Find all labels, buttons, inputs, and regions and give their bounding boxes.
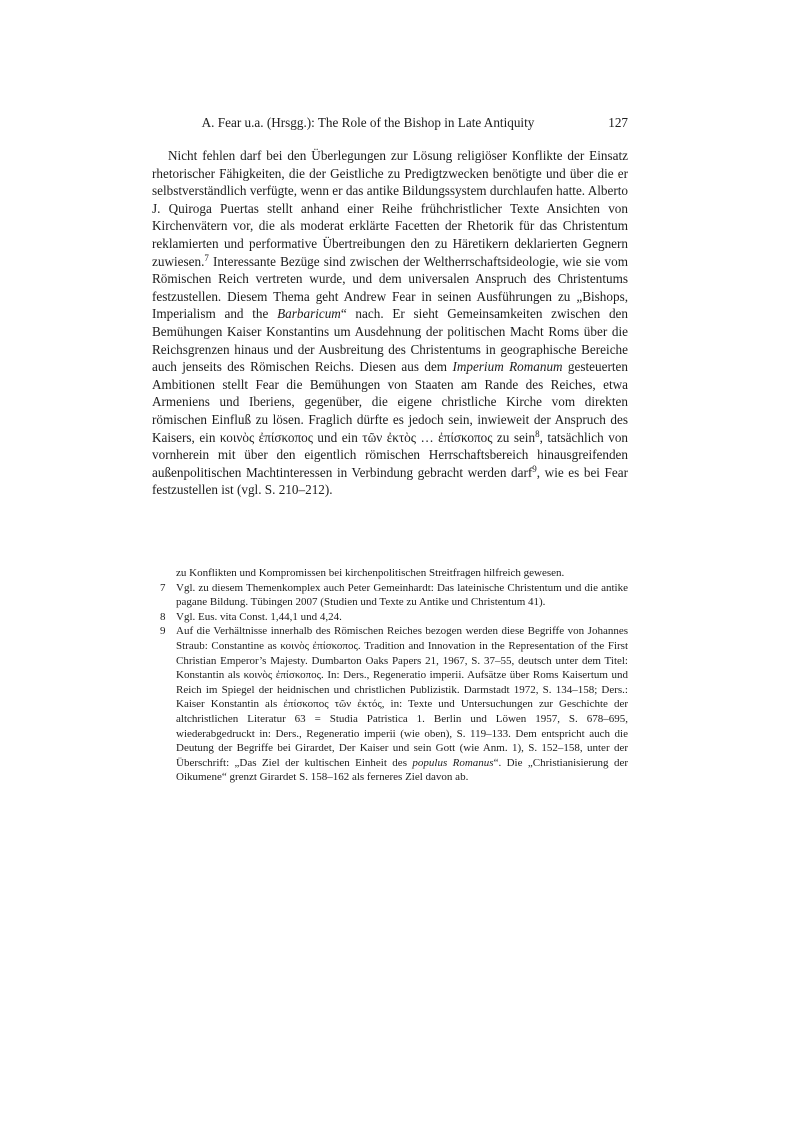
footnote-text (176, 566, 628, 581)
text-run: zu Konflikten und Kompromissen bei kirchenpolitischen Streitfragen hilfreich gewesen. (176, 567, 565, 579)
footnote-number: 9 (160, 625, 166, 638)
footnote-number (152, 566, 176, 581)
italic-text-run: Imperium Romanum (452, 359, 563, 375)
footnote-text (176, 581, 628, 610)
text-run: Vgl. zu diesem Themenkomplex auch Peter Gemeinhardt: Das lateinische Christentum und die antike pagane Bildung. Tübingen 2007 (Studien und Texte zu Antike und Christentum 41). (176, 581, 628, 609)
text-run: Auf die Verhältnisse innerhalb des Römischen Reiches bezogen werden diese Begriffe von Johannes Straub: Constantine as κοινὸς ἐπίσκοπος. Tradition and Innovation in the Representation of the First Christian Emperor’s Majesty. Dumbarton Oaks Papers 21, 1967, S. 37–55, deutsch unter dem Titel: Konstantin als κοινὸς ἐπίσκοπος. In: Ders., Regeneratio imperii. Aufsätze über Roms Kaisertum und Reich im Spiegel der heidnischen und christlichen Publizistik. Darmstadt 1972, S. 134–158; Ders.: Kaiser Konstantin als ἐπίσκοπος τῶν ἐκτός, in: Texte und Untersuchungen zur Geschichte der altchristlichen Literatur 63 = Studia Patristica 1. Berlin und Löwen 1957, S. 678–695, wiederabgedruckt in: Ders., Regeneratio imperii (wie oben), S. 119–133. Dem entspricht auch die Deutung der Begriffe bei Girardet, Der Kaiser und sein Gott (wie Anm. 1), S. 152–158, unter der Überschrift: „Das Ziel der kultischen Einheit des (176, 625, 628, 769)
running-head (152, 114, 628, 131)
text-run: gesteuerten Ambitionen stellt Fear die Bemühungen von Staaten am Rande des Reiches, etwa Armeniens und Iberiens, gegenüber, die eigene christliche Kirche vom direkten römischen Einfluß zu lösen. Fraglich dürfte es jedoch sein, inwieweit der Anspruch des Kaisers, ein κοινὸς ἐπίσκοπος und ein τῶν ἐκτὸς … ἐπίσκοπος zu sein (152, 359, 628, 445)
text-run: , tatsächlich von vornherein mit über den eigentlich römischen Herrschaftsbereich hinausgreifenden außenpolitischen Machtinteressen in Verbindung gebracht werden darf (152, 429, 629, 480)
footnote-number: 8 (160, 610, 166, 623)
body-paragraph (152, 147, 628, 499)
footnote-number: 7 (160, 581, 166, 594)
footnote-item (152, 566, 628, 581)
footnote-marker: 8 (535, 429, 540, 439)
page-number: 127 (608, 115, 628, 130)
footnote-item (152, 624, 628, 785)
italic-text-run: Barbaricum (277, 306, 341, 322)
running-head-title: A. Fear u.a. (Hrsgg.): The Role of the Bishop in Late Antiquity (201, 115, 535, 130)
main-text-block (152, 147, 628, 499)
footnote-text (176, 624, 628, 785)
footnote-marker: 9 (532, 464, 537, 475)
text-run: , wie es bei Fear festzustellen ist (vgl. S. 210–212). (152, 464, 628, 498)
footnote-text (176, 610, 628, 625)
text-run: Interessante Bezüge sind zwischen der Weltherrschaftsideologie, wie sie vom Römischen Reich vertreten wurde, und dem universalen Anspruch des Christentums festzustellen. Diesem Thema geht Andrew Fear in seinen Ausführungen zu „Bishops, Imperialism and the (152, 253, 628, 322)
footnote-item (152, 610, 628, 625)
footnotes-section (152, 566, 628, 785)
text-run: Vgl. Eus. vita Const. 1,44,1 und 4,24. (176, 610, 342, 623)
text-run: “. Die „Christianisierung der Oikumene“ grenzt Girardet S. 158–162 als ferneres Ziel davon ab. (176, 756, 629, 784)
text-run: “ nach. Er sieht Gemeinsamkeiten zwischen den Bemühungen Kaiser Konstantins um Ausdehnung der politischen Macht Roms über die Reichsgrenzen hinaus und der Ausbreitung des Christentums in geographische Bereiche auch jenseits des Römischen Reichs. Diesen aus dem (152, 306, 628, 375)
italic-text-run: populus Romanus (412, 756, 494, 769)
footnote-item (152, 581, 628, 610)
footnote-marker: 7 (204, 253, 209, 264)
text-run: Nicht fehlen darf bei den Überlegungen zur Lösung religiöser Konflikte der Einsatz rhetorischer Fähigkeiten, die der Geistliche zu Predigtzwecken benötigte und über die er selbstverständlich verfügte, wenn er das antike Bildungssystem durchlaufen hatte. Alberto J. Quiroga Puertas stellt anhand einer Reihe frühchristlicher Texte Ansichten von Kirchenvätern vor, die als moderat erklärte Facetten der Rhetorik für das Christentum reklamierten und performative Übertreibungen den zu Häretikern deklarierten Gegnern zuwiesen. (152, 148, 628, 269)
